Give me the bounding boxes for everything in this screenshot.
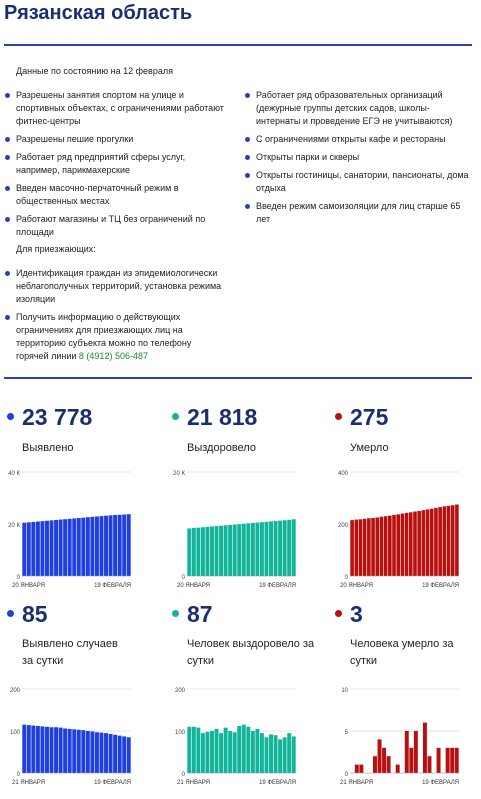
bar xyxy=(192,528,196,576)
y-tick-label: 0 xyxy=(16,575,20,581)
bar xyxy=(22,523,26,576)
bar xyxy=(274,521,278,576)
bar xyxy=(104,733,108,773)
bar xyxy=(396,765,400,773)
stat-label: Выявлено случаев за сутки xyxy=(22,638,118,667)
bar xyxy=(428,756,432,773)
bullet-icon xyxy=(5,155,10,160)
bar xyxy=(109,515,113,576)
bar xyxy=(118,736,122,773)
bar xyxy=(242,524,246,576)
status-dot-icon xyxy=(335,610,342,617)
bar xyxy=(405,731,409,773)
bar xyxy=(350,520,354,576)
stat-value: 275 xyxy=(350,404,389,430)
bar xyxy=(438,507,442,576)
restrictions-right xyxy=(256,89,471,231)
bar xyxy=(50,520,54,576)
bar xyxy=(274,735,278,773)
bullet-icon xyxy=(5,137,10,142)
bar xyxy=(187,727,191,773)
bar xyxy=(446,748,450,773)
bar xyxy=(187,528,191,576)
bar xyxy=(95,732,99,773)
bar xyxy=(77,518,81,576)
bullet-icon xyxy=(245,93,250,98)
bar xyxy=(201,733,205,773)
bar xyxy=(54,520,58,576)
bar xyxy=(27,522,31,576)
stat-value: 87 xyxy=(187,601,213,627)
bullet-icon xyxy=(245,204,250,209)
bar xyxy=(414,731,418,773)
x-tick-label: 19 ФЕВРАЛЯ xyxy=(422,780,459,786)
x-tick-label: 19 ФЕВРАЛЯ xyxy=(94,780,131,786)
stat-card-daily-detected xyxy=(9,601,177,786)
bar xyxy=(50,727,54,773)
bar xyxy=(109,734,113,773)
status-dot-icon xyxy=(335,413,342,420)
y-tick-label: 40 К xyxy=(8,471,20,477)
bar xyxy=(278,739,282,773)
arrivals-list xyxy=(16,267,226,368)
chart xyxy=(2,470,134,590)
bar xyxy=(228,525,232,576)
y-tick-label: 0 xyxy=(344,575,348,581)
bar xyxy=(86,517,90,576)
stat-value: 3 xyxy=(350,601,363,627)
chart xyxy=(167,687,299,787)
page-title: Рязанская область xyxy=(4,2,193,24)
x-tick-label: 19 ФЕВРАЛЯ xyxy=(94,583,131,589)
status-dot-icon xyxy=(7,610,14,617)
bar xyxy=(455,505,459,577)
bar xyxy=(359,519,363,576)
bar xyxy=(27,725,31,773)
bar xyxy=(113,735,117,773)
status-dot-icon xyxy=(7,413,14,420)
bar xyxy=(292,519,296,576)
bar xyxy=(113,515,117,576)
y-tick-label: 0 xyxy=(344,772,348,778)
list-item: Введен режим самоизоляции для лиц старше 65 лет xyxy=(256,200,471,226)
bar xyxy=(417,511,421,576)
bar xyxy=(228,731,232,773)
bar xyxy=(246,523,250,576)
bar xyxy=(423,723,427,773)
y-tick-label: 100 xyxy=(174,730,185,736)
bar xyxy=(382,748,386,773)
bullet-icon xyxy=(5,93,10,98)
list-item: Работает ряд предприятий сферы услуг, например, парикмахерские xyxy=(16,151,226,177)
hotline-phone[interactable]: 8 (4912) 506-487 xyxy=(78,351,148,361)
bar xyxy=(246,727,250,773)
bar xyxy=(22,725,26,773)
bar xyxy=(355,765,359,773)
bar xyxy=(359,765,363,773)
bar xyxy=(269,734,273,773)
bar xyxy=(251,523,255,576)
list-item: Идентификация граждан из эпидемиологически неблагополучных территорий, установка режима изоляции xyxy=(16,267,226,306)
bar xyxy=(45,521,49,576)
bar xyxy=(95,516,99,576)
chart xyxy=(167,470,299,590)
bar xyxy=(40,521,44,576)
bar xyxy=(224,525,228,576)
status-dot-icon xyxy=(172,413,179,420)
bar xyxy=(388,516,392,576)
y-tick-label: 100 xyxy=(9,730,20,736)
bar xyxy=(31,726,35,773)
bar xyxy=(100,516,104,576)
bar xyxy=(219,733,223,773)
bar xyxy=(447,506,451,576)
bar xyxy=(380,517,384,576)
bar xyxy=(90,517,94,576)
y-tick-label: 20 К xyxy=(8,523,20,529)
bar xyxy=(260,522,264,576)
bar xyxy=(401,514,405,576)
bar xyxy=(292,736,296,773)
bullet-icon xyxy=(5,217,10,222)
chart xyxy=(330,470,462,590)
list-item: Открыты гостиницы, санатории, пансионаты, дома отдыха xyxy=(256,169,471,195)
bar xyxy=(192,727,196,773)
bar xyxy=(54,727,58,773)
x-tick-label: 19 ФЕВРАЛЯ xyxy=(259,583,296,589)
list-item: Разрешены занятия спортом на улице и спортивных объектах, с ограничениями работают фитнес-центры xyxy=(16,89,226,128)
bar xyxy=(283,520,287,576)
list-item: Разрешены пешие прогулки xyxy=(16,133,226,146)
data-date: Данные по состоянию на 12 февраля xyxy=(16,66,173,76)
stat-card-daily-recovered xyxy=(174,601,342,786)
bar xyxy=(196,528,200,576)
list-item: С ограничениями открыты кафе и рестораны xyxy=(256,133,471,146)
bar xyxy=(201,527,205,576)
bar xyxy=(90,731,94,773)
bar xyxy=(59,728,63,773)
bar xyxy=(81,518,85,576)
y-tick-label: 20 К xyxy=(173,471,185,477)
bar xyxy=(378,739,382,773)
y-tick-label: 0 xyxy=(16,772,20,778)
bar xyxy=(367,518,371,576)
bar xyxy=(287,520,291,576)
bar xyxy=(122,736,126,773)
bar xyxy=(443,506,447,576)
stat-label: Выздоровело xyxy=(187,442,256,454)
bar xyxy=(363,519,367,576)
bar xyxy=(434,508,438,576)
bar xyxy=(387,756,391,773)
stat-value: 85 xyxy=(22,601,48,627)
y-tick-label: 10 xyxy=(341,688,348,694)
bar xyxy=(205,527,209,576)
bar xyxy=(392,515,396,576)
bar xyxy=(210,526,214,576)
restrictions-left xyxy=(16,89,226,244)
bar xyxy=(215,729,219,773)
bar xyxy=(36,522,40,576)
y-tick-label: 0 xyxy=(181,575,185,581)
bar xyxy=(63,728,67,773)
bar xyxy=(450,748,454,773)
stat-value: 23 778 xyxy=(22,404,93,430)
bar xyxy=(409,512,413,576)
bar xyxy=(278,521,282,576)
bar xyxy=(375,518,379,577)
bar xyxy=(45,727,49,773)
x-tick-label: 20 ЯНВАРЯ xyxy=(12,583,46,589)
bar xyxy=(72,729,76,773)
bar xyxy=(251,731,255,773)
bar xyxy=(455,748,459,773)
list-item: Открыты парки и скверы xyxy=(256,151,471,164)
stat-card-daily-deaths xyxy=(340,601,481,786)
bar xyxy=(210,731,214,773)
arrivals-title: Для приезжающих: xyxy=(16,244,96,254)
bar xyxy=(255,523,259,576)
stat-label: Умерло xyxy=(350,442,389,454)
stat-value: 21 818 xyxy=(187,404,258,430)
status-dot-icon xyxy=(172,610,179,617)
bar xyxy=(40,726,44,773)
x-tick-label: 21 ЯНВАРЯ xyxy=(340,780,374,786)
bullet-icon xyxy=(5,271,10,276)
list-item: Работает ряд образовательных организаций (дежурные группы детских садов, школы-интернаты и проведение ЕГЭ не учитываются) xyxy=(256,89,471,128)
chart xyxy=(330,687,462,787)
divider xyxy=(4,377,472,379)
bar xyxy=(283,737,287,773)
x-tick-label: 21 ЯНВАРЯ xyxy=(177,780,211,786)
x-tick-label: 20 ЯНВАРЯ xyxy=(177,583,211,589)
bar xyxy=(405,513,409,576)
bar xyxy=(72,518,76,576)
bar xyxy=(409,748,413,773)
bar xyxy=(265,522,269,576)
bar xyxy=(100,733,104,773)
y-tick-label: 5 xyxy=(344,730,348,736)
y-tick-label: 200 xyxy=(337,523,348,529)
bar xyxy=(426,509,430,576)
bar xyxy=(396,514,400,576)
bar xyxy=(371,518,375,576)
bar xyxy=(205,732,209,773)
bar xyxy=(430,509,434,576)
bar xyxy=(219,526,223,576)
list-item: Получить информацию о действующих ограничениях для приезжающих лиц на территорию субъекта можно по телефону горячей линии 8 (4912) 506-487 xyxy=(16,311,226,363)
bar xyxy=(413,512,417,576)
bar xyxy=(384,516,388,576)
bar xyxy=(242,725,246,773)
bar xyxy=(260,733,264,773)
bullet-icon xyxy=(245,173,250,178)
bar xyxy=(269,521,273,576)
y-tick-label: 0 xyxy=(181,772,185,778)
bar xyxy=(422,510,426,576)
bar xyxy=(81,730,85,773)
bar xyxy=(59,520,63,576)
bar xyxy=(451,505,455,576)
bar xyxy=(36,726,40,773)
y-tick-label: 400 xyxy=(337,471,348,477)
x-tick-label: 20 ЯНВАРЯ xyxy=(340,583,374,589)
bar xyxy=(31,522,35,576)
stat-card-recovered xyxy=(173,404,342,589)
bar xyxy=(233,732,237,773)
stat-card-detected xyxy=(8,404,177,589)
bar xyxy=(118,515,122,576)
bullet-icon xyxy=(245,155,250,160)
y-tick-label: 200 xyxy=(9,688,20,694)
list-item: Работают магазины и ТЦ без ограничений по площади xyxy=(16,213,226,239)
bar xyxy=(215,526,219,576)
list-item: Введен масочно-перчаточный режим в общественных местах xyxy=(16,182,226,208)
bar xyxy=(373,756,377,773)
bar xyxy=(68,729,72,773)
stat-label: Выявлено xyxy=(22,442,74,454)
bar xyxy=(127,514,131,576)
bullet-icon xyxy=(245,137,250,142)
chart xyxy=(2,687,134,787)
stat-card-deaths xyxy=(337,404,481,589)
bar xyxy=(265,737,269,773)
divider xyxy=(4,44,472,46)
bar xyxy=(86,731,90,773)
bar xyxy=(233,525,237,576)
bullet-icon xyxy=(5,186,10,191)
bar xyxy=(68,519,72,576)
bar xyxy=(196,728,200,773)
bar xyxy=(437,748,441,773)
y-tick-label: 200 xyxy=(174,688,185,694)
bar xyxy=(77,730,81,773)
bar xyxy=(104,516,108,576)
bar xyxy=(63,519,67,576)
bar xyxy=(354,520,358,576)
bar xyxy=(127,737,131,773)
bar xyxy=(255,729,259,773)
x-tick-label: 21 ЯНВАРЯ xyxy=(12,780,46,786)
bar xyxy=(237,524,241,576)
bullet-icon xyxy=(5,315,10,320)
bar xyxy=(287,733,291,773)
bar xyxy=(224,728,228,773)
x-tick-label: 19 ФЕВРАЛЯ xyxy=(422,583,459,589)
bar xyxy=(237,726,241,773)
stat-label: Человека умерло за сутки xyxy=(350,638,454,667)
x-tick-label: 19 ФЕВРАЛЯ xyxy=(259,780,296,786)
stat-label: Человек выздоровело за сутки xyxy=(187,638,315,667)
bar xyxy=(122,515,126,576)
